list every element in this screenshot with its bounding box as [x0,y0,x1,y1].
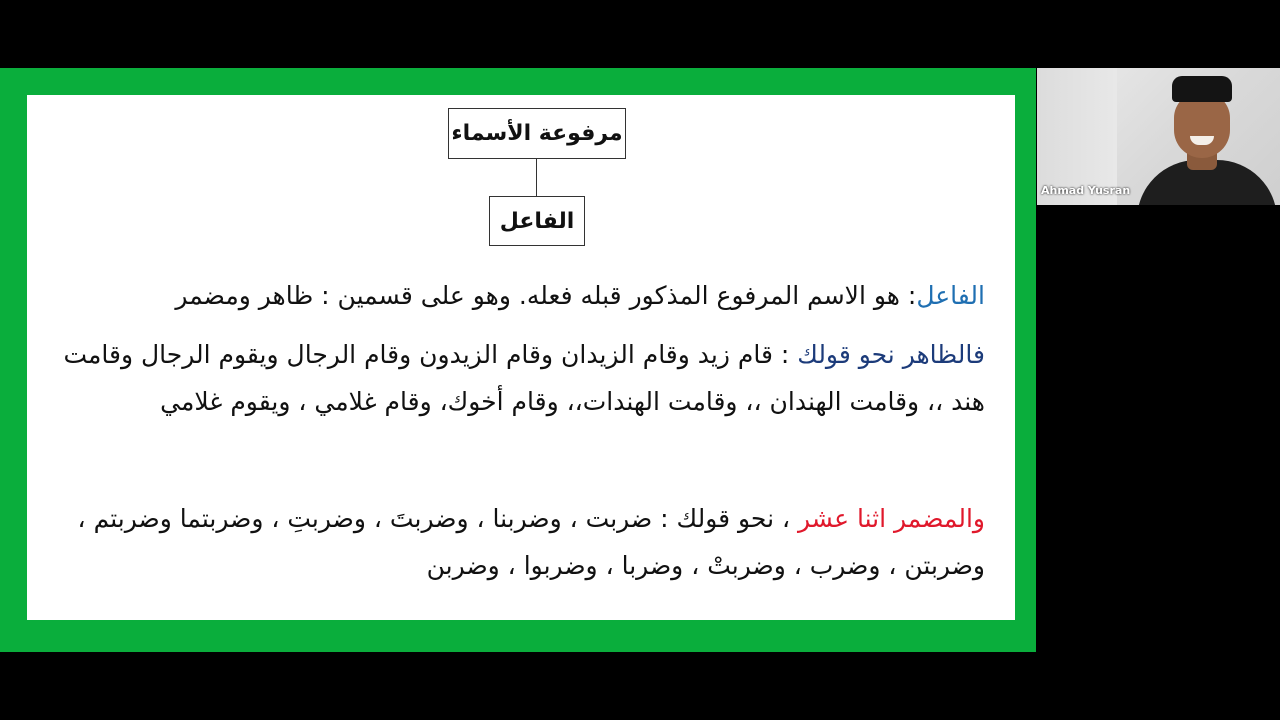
diagram-box-bottom [489,196,585,246]
participant-cap [1172,76,1232,102]
diagram-box-bottom-label: الفاعل [499,208,575,234]
definition-term: الفاعل [916,281,985,310]
explicit-term: فالظاهر نحو قولك [797,340,985,369]
diagram-connector-line [536,159,537,196]
pronoun-text: ، نحو قولك : ضربت ، وضربنا ، وضربتَ ، وضربتِ ، وضربتما وضربتم ، وضربتن ، وضرب ، وضربتْ ، وضربا ، وضربوا ، وضربن [77,504,985,580]
shared-screen-frame [0,68,1036,652]
participant-name-label: Ahmad Yusran [1041,184,1131,197]
diagram-box-top [448,108,626,159]
pronoun-term: والمضمر اثنا عشر [798,504,985,533]
pronoun-paragraph [45,495,985,589]
definition-paragraph [55,272,985,319]
explicit-paragraph [45,331,985,425]
definition-text: : هو الاسم المرفوع المذكور قبله فعله. وهو على قسمين : ظاهر ومضمر [175,281,917,310]
explicit-text: : قام زيد وقام الزيدان وقام الزيدون وقام الرجال ويقوم الرجال وقامت هند ،، وقامت الهندان ،، وقامت الهندات،، وقام أخوك، وقام غلامي ، ويقوم غلامي [63,340,985,416]
presentation-slide [27,95,1015,620]
diagram-box-top-label: مرفوعة الأسماء [451,121,623,146]
participant-video-tile[interactable] [1037,68,1280,205]
